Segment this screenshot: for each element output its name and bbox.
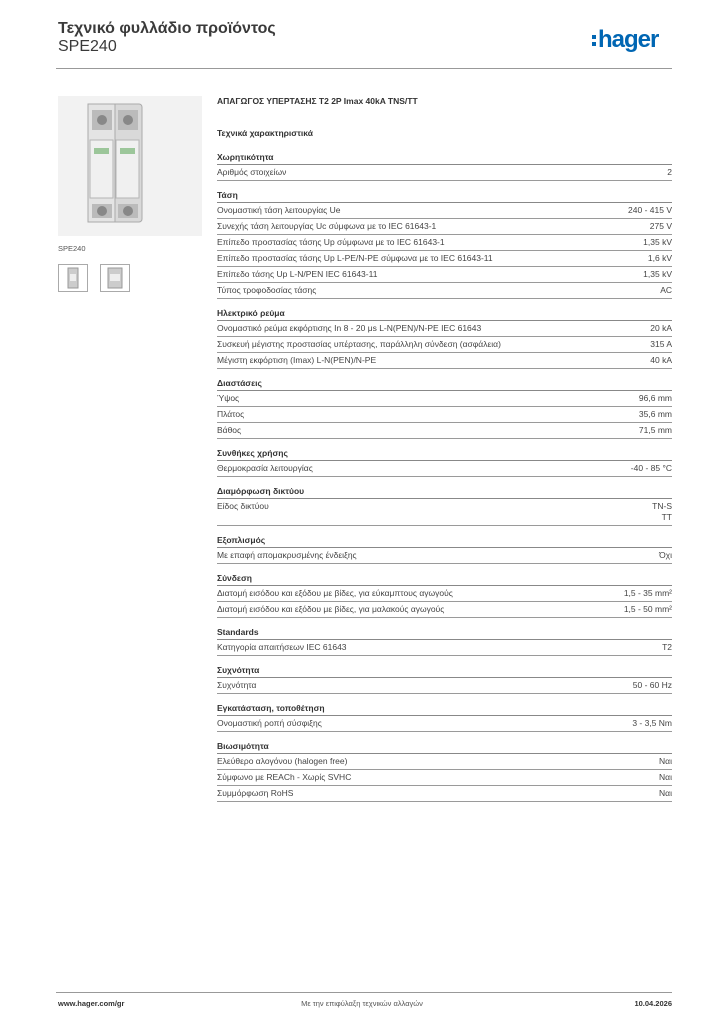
section-title: Βιωσιμότητα — [217, 741, 672, 754]
product-image — [58, 96, 202, 236]
product-code: SPE240 — [58, 38, 117, 55]
section-title: Διαστάσεις — [217, 378, 672, 391]
spec-value-line: T2 — [662, 642, 672, 652]
section-title: Standards — [217, 627, 672, 640]
spec-section — [217, 378, 672, 439]
spec-label: Συνεχής τάση λειτουργίας Uc σύμφωνα με το IEC 61643-1 — [217, 221, 437, 231]
spec-value-line: 2 — [667, 167, 672, 177]
spec-value — [643, 269, 672, 280]
spec-label: Ονομαστική ροπή σύσφιξης — [217, 718, 322, 728]
spec-section — [217, 486, 672, 526]
section-title: Συνθήκες χρήσης — [217, 448, 672, 461]
spec-row — [217, 321, 672, 337]
spec-value — [650, 339, 672, 350]
spec-label: Μέγιστη εκφόρτιση (Imax) L-N(PEN)/N-PE — [217, 355, 377, 365]
spec-value — [659, 772, 672, 783]
spec-row — [217, 337, 672, 353]
spec-value — [652, 501, 672, 523]
section-title: Εξοπλισμός — [217, 535, 672, 548]
page-title: Τεχνικό φυλλάδιο προϊόντος — [58, 20, 276, 37]
spec-value-line: 40 kA — [650, 355, 672, 365]
section-title: Χωρητικότητα — [217, 152, 672, 165]
spec-value — [660, 285, 672, 296]
spec-row — [217, 770, 672, 786]
section-title: Σύνδεση — [217, 573, 672, 586]
spec-label: Ονομαστικό ρεύμα εκφόρτισης In 8 - 20 μs L-N(PEN)/N-PE IEC 61643 — [217, 323, 482, 333]
spec-label: Πλάτος — [217, 409, 245, 419]
section-title: Διαμόρφωση δικτύου — [217, 486, 672, 499]
spec-section — [217, 665, 672, 694]
spec-value — [659, 756, 672, 767]
spec-row — [217, 407, 672, 423]
spec-value-line: TN-S — [652, 501, 672, 511]
spec-value — [659, 788, 672, 799]
spec-row — [217, 754, 672, 770]
spec-value — [632, 718, 672, 729]
spec-value-line: 275 V — [649, 221, 672, 231]
spec-value-line: -40 - 85 °C — [630, 463, 672, 473]
thumbnail-side[interactable] — [100, 264, 130, 292]
spec-label: Επίπεδο προστασίας τάσης Up L-PE/N-PE σύμφωνα με το IEC 61643-11 — [217, 253, 493, 263]
spec-value-line: Ναι — [659, 756, 672, 766]
thumbnail-strip — [58, 264, 130, 292]
spec-value — [659, 550, 672, 561]
spec-value-line: 315 A — [650, 339, 672, 349]
spec-value-line: 240 - 415 V — [628, 205, 672, 215]
spec-label: Διατομή εισόδου και εξόδου με βίδες, για εύκαμπτους αγωγούς — [217, 588, 453, 598]
spec-row — [217, 353, 672, 369]
footer-divider — [56, 992, 672, 993]
spec-row — [217, 786, 672, 802]
spec-label: Θερμοκρασία λειτουργίας — [217, 463, 313, 473]
spec-section — [217, 448, 672, 477]
footer-date: 10.04.2026 — [634, 999, 672, 1008]
section-title: Ηλεκτρικό ρεύμα — [217, 308, 672, 321]
spec-value-line: 1,35 kV — [643, 237, 672, 247]
spec-value-line: 1,5 - 50 mm² — [623, 604, 672, 614]
section-title: Εγκατάσταση, τοποθέτηση — [217, 703, 672, 716]
tech-heading: Τεχνικά χαρακτηριστικά — [217, 128, 313, 138]
spec-section — [217, 152, 672, 181]
logo-dots-icon — [592, 35, 596, 46]
spec-value-line: Ναι — [659, 772, 672, 782]
spec-section — [217, 627, 672, 656]
spec-label: Συσκευή μέγιστης προστασίας υπέρτασης, παράλληλη σύνδεση (ασφάλεια) — [217, 339, 501, 349]
spec-row — [217, 251, 672, 267]
spec-row — [217, 548, 672, 564]
spec-row — [217, 391, 672, 407]
spec-value-line: 1,5 - 35 mm² — [623, 588, 672, 598]
spec-label: Ονομαστική τάση λειτουργίας Ue — [217, 205, 341, 215]
section-title: Τάση — [217, 190, 672, 203]
spec-label: Είδος δικτύου — [217, 501, 269, 511]
spec-row — [217, 499, 672, 526]
spec-label: Επίπεδο τάσης Up L-N/PEN IEC 61643-11 — [217, 269, 378, 279]
footer-website-link[interactable]: www.hager.com/gr — [58, 999, 125, 1008]
thumbnail-front[interactable] — [58, 264, 88, 292]
spec-label: Επίπεδο προστασίας τάσης Up σύμφωνα με το IEC 61643-1 — [217, 237, 445, 247]
spec-value-line: 50 - 60 Hz — [632, 680, 672, 690]
spec-value — [643, 237, 672, 248]
image-caption: SPE240 — [58, 244, 86, 253]
spec-row — [217, 461, 672, 477]
spec-section — [217, 308, 672, 369]
spec-value-line: 1,35 kV — [643, 269, 672, 279]
spec-label: Αριθμός στοιχείων — [217, 167, 287, 177]
spec-value-line: Ναι — [659, 788, 672, 798]
spec-label: Ελεύθερο αλογόνου (halogen free) — [217, 756, 348, 766]
hager-logo — [592, 28, 658, 52]
spec-value-line: 20 kA — [650, 323, 672, 333]
spec-value — [639, 425, 672, 436]
header-divider — [56, 68, 672, 69]
spec-label: Σύμφωνο με REACh - Χωρίς SVHC — [217, 772, 352, 782]
spec-value-line: 96,6 mm — [638, 393, 672, 403]
spec-section — [217, 741, 672, 802]
spec-value-line: 71,5 mm — [638, 425, 672, 435]
spec-row — [217, 602, 672, 618]
product-title: ΑΠΑΓΩΓΟΣ ΥΠΕΡΤΑΣΗΣ Τ2 2P Imax 40kA TNS/TT — [217, 96, 418, 106]
spec-value-line: 3 - 3,5 Nm — [632, 718, 672, 728]
spec-panel — [217, 96, 672, 811]
spec-row — [217, 267, 672, 283]
spec-label: Διατομή εισόδου και εξόδου με βίδες, για μαλακούς αγωγούς — [217, 604, 445, 614]
spec-value — [650, 355, 672, 366]
footer-notice: Με την επιφύλαξη τεχνικών αλλαγών — [301, 999, 423, 1008]
spec-row — [217, 423, 672, 439]
spec-label: Τύπος τροφοδοσίας τάσης — [217, 285, 317, 295]
spec-value — [650, 323, 672, 334]
spec-section — [217, 190, 672, 299]
spec-value — [624, 588, 672, 599]
spec-row — [217, 716, 672, 732]
spec-sections — [217, 152, 672, 802]
spec-value-line: 35,6 mm — [638, 409, 672, 419]
spec-value — [633, 680, 672, 691]
spec-value-line: TT — [661, 512, 672, 522]
spec-value-line: 1,6 kV — [647, 253, 672, 263]
spec-value — [628, 205, 672, 216]
spec-value — [631, 463, 672, 474]
spec-row — [217, 235, 672, 251]
spec-value — [650, 221, 672, 232]
spec-label: Κατηγορία απαιτήσεων IEC 61643 — [217, 642, 347, 652]
spec-value — [639, 409, 672, 420]
spec-row — [217, 165, 672, 181]
spec-row — [217, 678, 672, 694]
logo-text: hager — [598, 26, 659, 53]
spec-row — [217, 283, 672, 299]
spec-section — [217, 535, 672, 564]
spec-label: Βάθος — [217, 425, 242, 435]
spec-row — [217, 203, 672, 219]
spec-value — [624, 604, 672, 615]
spec-section — [217, 703, 672, 732]
spec-label: Με επαφή απομακρυσμένης ένδειξης — [217, 550, 357, 560]
spec-value — [667, 167, 672, 178]
spec-row — [217, 219, 672, 235]
spec-row — [217, 640, 672, 656]
spec-value — [662, 642, 672, 653]
section-title: Συχνότητα — [217, 665, 672, 678]
spec-label: Ύψος — [217, 393, 240, 403]
spec-value-line: AC — [660, 285, 672, 295]
spec-row — [217, 586, 672, 602]
spec-label: Συμμόρφωση RoHS — [217, 788, 294, 798]
spec-value — [648, 253, 672, 264]
spec-value — [639, 393, 672, 404]
spec-section — [217, 573, 672, 618]
spec-label: Συχνότητα — [217, 680, 257, 690]
spec-value-line: Όχι — [659, 550, 672, 560]
